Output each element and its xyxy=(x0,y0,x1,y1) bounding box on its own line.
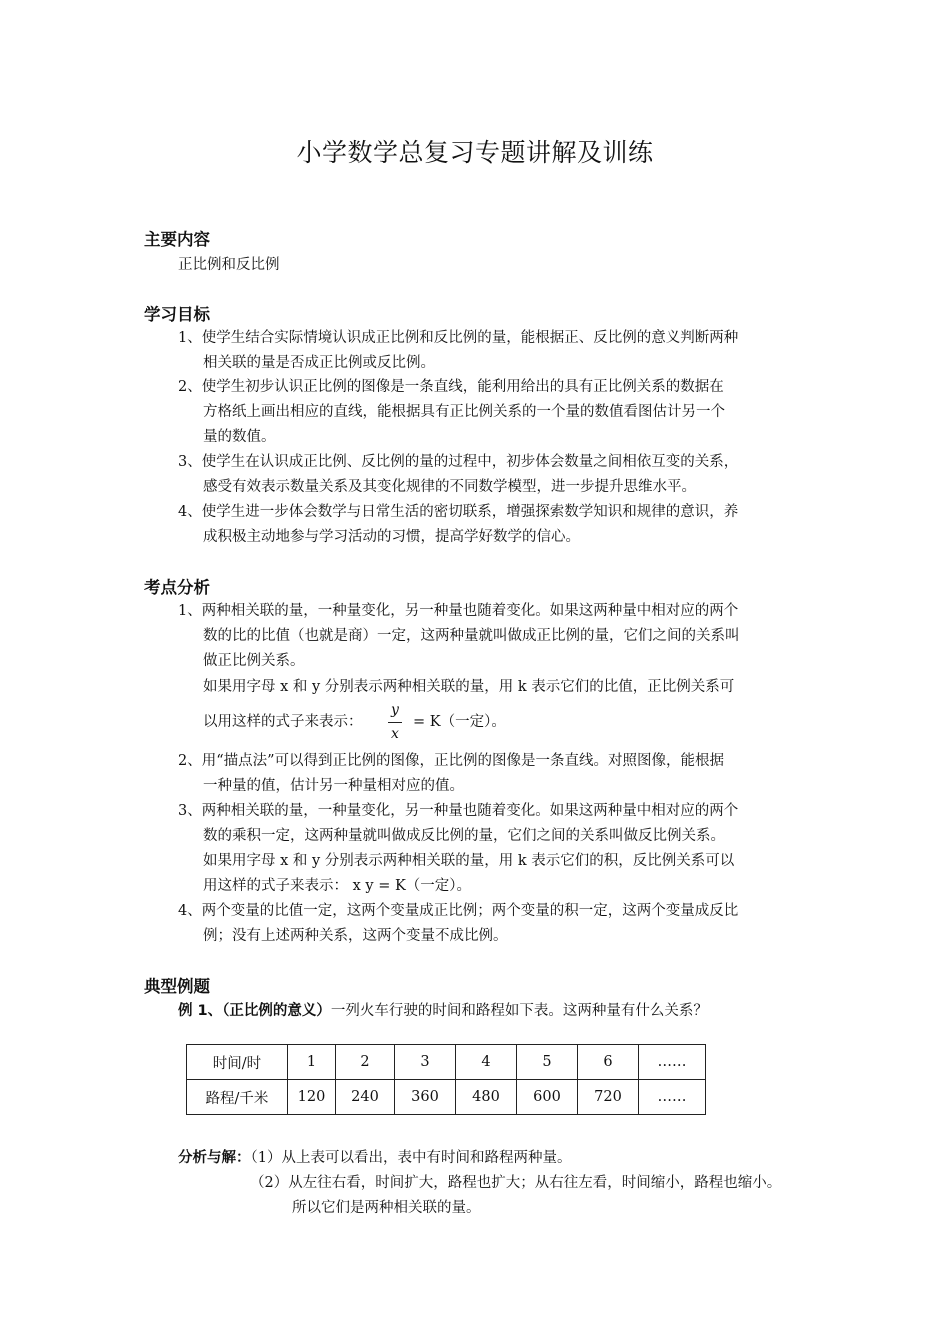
page-title: 小学数学总复习专题讲解及训练 xyxy=(296,138,654,167)
analysis-line: 2、用“描点法”可以得到正比例的图像，正比例的图像是一条直线。对照图像，能根据 xyxy=(178,753,725,769)
table-cell: 360 xyxy=(395,1080,456,1115)
solution-label: 分析与解： xyxy=(178,1150,251,1166)
goal-line: 量的数值。 xyxy=(203,429,276,445)
solution-text: （1）从上表可以看出，表中有时间和路程两种量。 xyxy=(250,1150,572,1166)
goal-line: 相关联的量是否成正比例或反比例。 xyxy=(203,355,435,371)
goal-line: 3、使学生在认识成正比例、反比例的量的过程中，初步体会数量之间相依互变的关系， xyxy=(178,454,739,470)
analysis-line: 如果用字母 x 和 y 分别表示两种相关联的量，用 k 表示它们的比值，正比例关系可 xyxy=(203,679,735,695)
fraction-denominator: x xyxy=(391,726,399,742)
example-1-text: 一列火车行驶的时间和路程如下表。这两种量有什么关系？ xyxy=(330,1003,708,1019)
table-cell: 600 xyxy=(517,1080,578,1115)
analysis-line: 数的比的比值（也就是商）一定，这两种量就叫做成正比例的量，它们之间的关系叫 xyxy=(203,628,740,644)
table-cell: 3 xyxy=(395,1045,456,1080)
analysis-line: 做正比例关系。 xyxy=(203,653,305,669)
content-text: 正比例和反比例 xyxy=(178,257,280,273)
fraction-numerator: y xyxy=(391,702,399,718)
section-heading-goals: 学习目标 xyxy=(144,305,210,324)
table-row xyxy=(187,1045,706,1080)
goal-line: 成积极主动地参与学习活动的习惯，提高学好数学的信心。 xyxy=(203,529,580,545)
analysis-line: 一种量的值，估计另一种量相对应的值。 xyxy=(203,778,464,794)
time-distance-table xyxy=(186,1044,706,1115)
solution-line-1 xyxy=(178,1146,571,1167)
table-cell: 6 xyxy=(578,1045,639,1080)
table-cell: 路程/千米 xyxy=(187,1080,288,1115)
analysis-line: 数的乘积一定，这两种量就叫做成反比例的量，它们之间的关系叫做反比例关系。 xyxy=(203,828,725,844)
example-1-label: 例 1、（正比例的意义） xyxy=(178,1003,331,1019)
table-cell: 720 xyxy=(578,1080,639,1115)
table-cell: 5 xyxy=(517,1045,578,1080)
section-heading-content: 主要内容 xyxy=(144,230,210,249)
goal-line: 4、使学生进一步体会数学与日常生活的密切联系，增强探索数学知识和规律的意识，养 xyxy=(178,504,739,520)
goal-line: 方格纸上画出相应的直线，能根据具有正比例关系的一个量的数值看图估计另一个 xyxy=(203,404,725,420)
goal-line: 2、使学生初步认识正比例的图像是一条直线，能利用给出的具有正比例关系的数据在 xyxy=(178,379,724,395)
analysis-line: 例；没有上述两种关系，这两个变量不成比例。 xyxy=(203,928,508,944)
analysis-line: 1、两种相关联的量，一种量变化，另一种量也随着变化。如果这两种量中相对应的两个 xyxy=(178,603,739,619)
table-cell: 时间/时 xyxy=(187,1045,288,1080)
section-heading-examples: 典型例题 xyxy=(144,977,210,996)
example-1 xyxy=(178,999,708,1020)
analysis-line: 如果用字母 x 和 y 分别表示两种相关联的量，用 k 表示它们的积，反比例关系可以 xyxy=(203,853,735,869)
table-cell: 240 xyxy=(336,1080,395,1115)
goal-line: 1、使学生结合实际情境认识成正比例和反比例的量，能根据正、反比例的意义判断两种 xyxy=(178,330,739,346)
section-heading-analysis: 考点分析 xyxy=(144,578,210,597)
table-cell: 120 xyxy=(288,1080,336,1115)
fraction-bar xyxy=(388,722,402,723)
analysis-formula-rest: = K（一定）。 xyxy=(413,714,506,730)
table-row xyxy=(187,1080,706,1115)
analysis-line: 4、两个变量的比值一定，这两个变量成正比例；两个变量的积一定，这两个变量成反比 xyxy=(178,903,739,919)
analysis-line: 3、两种相关联的量，一种量变化，另一种量也随着变化。如果这两种量中相对应的两个 xyxy=(178,803,739,819)
solution-line-2: （2）从左往右看，时间扩大，路程也扩大；从右往左看，时间缩小，路程也缩小。 xyxy=(250,1175,782,1191)
analysis-line: 以用这样的式子来表示： xyxy=(203,714,363,730)
table-cell: 1 xyxy=(288,1045,336,1080)
table-cell: …… xyxy=(639,1080,706,1115)
table-cell: 2 xyxy=(336,1045,395,1080)
analysis-line: 用这样的式子来表示： x y = K（一定）。 xyxy=(203,878,472,894)
solution-line-3: 所以它们是两种相关联的量。 xyxy=(292,1200,481,1216)
table-cell: …… xyxy=(639,1045,706,1080)
table-cell: 4 xyxy=(456,1045,517,1080)
goal-line: 感受有效表示数量关系及其变化规律的不同数学模型，进一步提升思维水平。 xyxy=(203,479,696,495)
table-cell: 480 xyxy=(456,1080,517,1115)
